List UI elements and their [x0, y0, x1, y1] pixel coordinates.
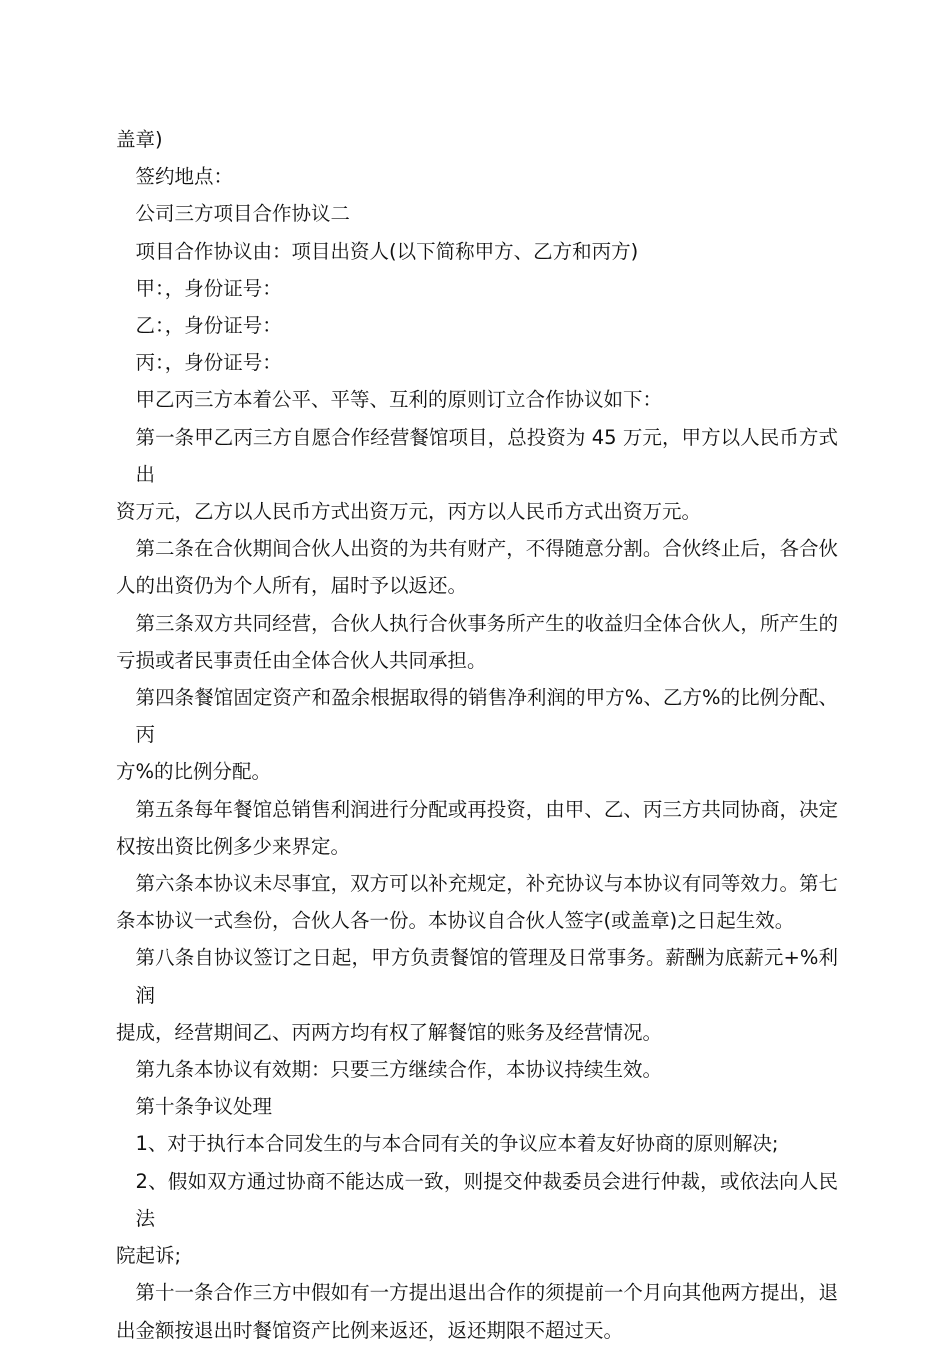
agreement-title: 公司三方项目合作协议二 [135, 202, 351, 226]
article-6-line-1: 第六条本协议未尽事宜，双方可以补充规定，补充协议与本协议有同等效力。第七 [135, 872, 838, 896]
party-a-line: 甲：，身份证号： [135, 276, 282, 300]
article-8-line-2: 提成，经营期间乙、丙两方均有权了解餐馆的账务及经营情况。 [116, 1020, 663, 1044]
article-1-line-1: 第一条甲乙丙三方自愿合作经营餐馆项目，总投资为 45 万元，甲方以人民币方式出 [135, 425, 838, 486]
signing-place-label: 签约地点： [135, 165, 234, 189]
article-2-line-1: 第二条在合伙期间合伙人出资的为共有财产，不得随意分割。合伙终止后，各合伙 [135, 537, 838, 561]
article-10-heading: 第十条争议处理 [135, 1095, 273, 1119]
article-10-item-2-line-2: 院起诉; [116, 1244, 182, 1268]
article-10-item-1: 1、对于执行本合同发生的与本合同有关的争议应本着友好协商的原则解决; [135, 1132, 779, 1156]
article-5-line-2: 权按出资比例多少来界定。 [116, 834, 351, 858]
document-body [116, 121, 838, 1349]
article-8-line-1: 第八条自协议签订之日起，甲方负责餐馆的管理及日常事务。薪酬为底薪元+%利润 [135, 946, 838, 1007]
party-b-line: 乙：，身份证号： [135, 314, 282, 338]
text-line: 盖章) [116, 128, 163, 151]
article-3-line-2: 亏损或者民事责任由全体合伙人共同承担。 [116, 648, 487, 672]
article-4-line-1: 第四条餐馆固定资产和盈余根据取得的销售净利润的甲方%、乙方%的比例分配、丙 [135, 686, 838, 747]
article-1-line-2: 资万元，乙方以人民币方式出资万元，丙方以人民币方式出资万元。 [116, 500, 702, 524]
article-2-line-2: 人的出资仍为个人所有，届时予以返还。 [116, 574, 468, 598]
party-c-line: 丙：，身份证号： [135, 351, 282, 375]
article-11-line-2: 出金额按退出时餐馆资产比例来返还，返还期限不超过天。 [116, 1318, 624, 1342]
article-11-line-1: 第十一条合作三方中假如有一方提出退出合作的须提前一个月向其他两方提出，退 [135, 1281, 838, 1305]
text-line: 甲乙丙三方本着公平、平等、互利的原则订立合作协议如下： [135, 388, 663, 412]
text-line: 项目合作协议由：项目出资人(以下简称甲方、乙方和丙方) [135, 239, 639, 263]
article-3-line-1: 第三条双方共同经营，合伙人执行合伙事务所产生的收益归全体合伙人，所产生的 [135, 611, 838, 635]
article-9-line: 第九条本协议有效期：只要三方继续合作，本协议持续生效。 [135, 1058, 663, 1082]
article-10-item-2-line-1: 2、假如双方通过协商不能达成一致，则提交仲裁委员会进行仲裁，或依法向人民法 [135, 1169, 838, 1230]
article-7-line: 条本协议一式叁份，合伙人各一份。本协议自合伙人签字(或盖章)之日起生效。 [116, 909, 795, 933]
article-4-line-2: 方%的比例分配。 [116, 760, 272, 784]
article-5-line-1: 第五条每年餐馆总销售利润进行分配或再投资，由甲、乙、丙三方共同协商，决定 [135, 797, 838, 821]
